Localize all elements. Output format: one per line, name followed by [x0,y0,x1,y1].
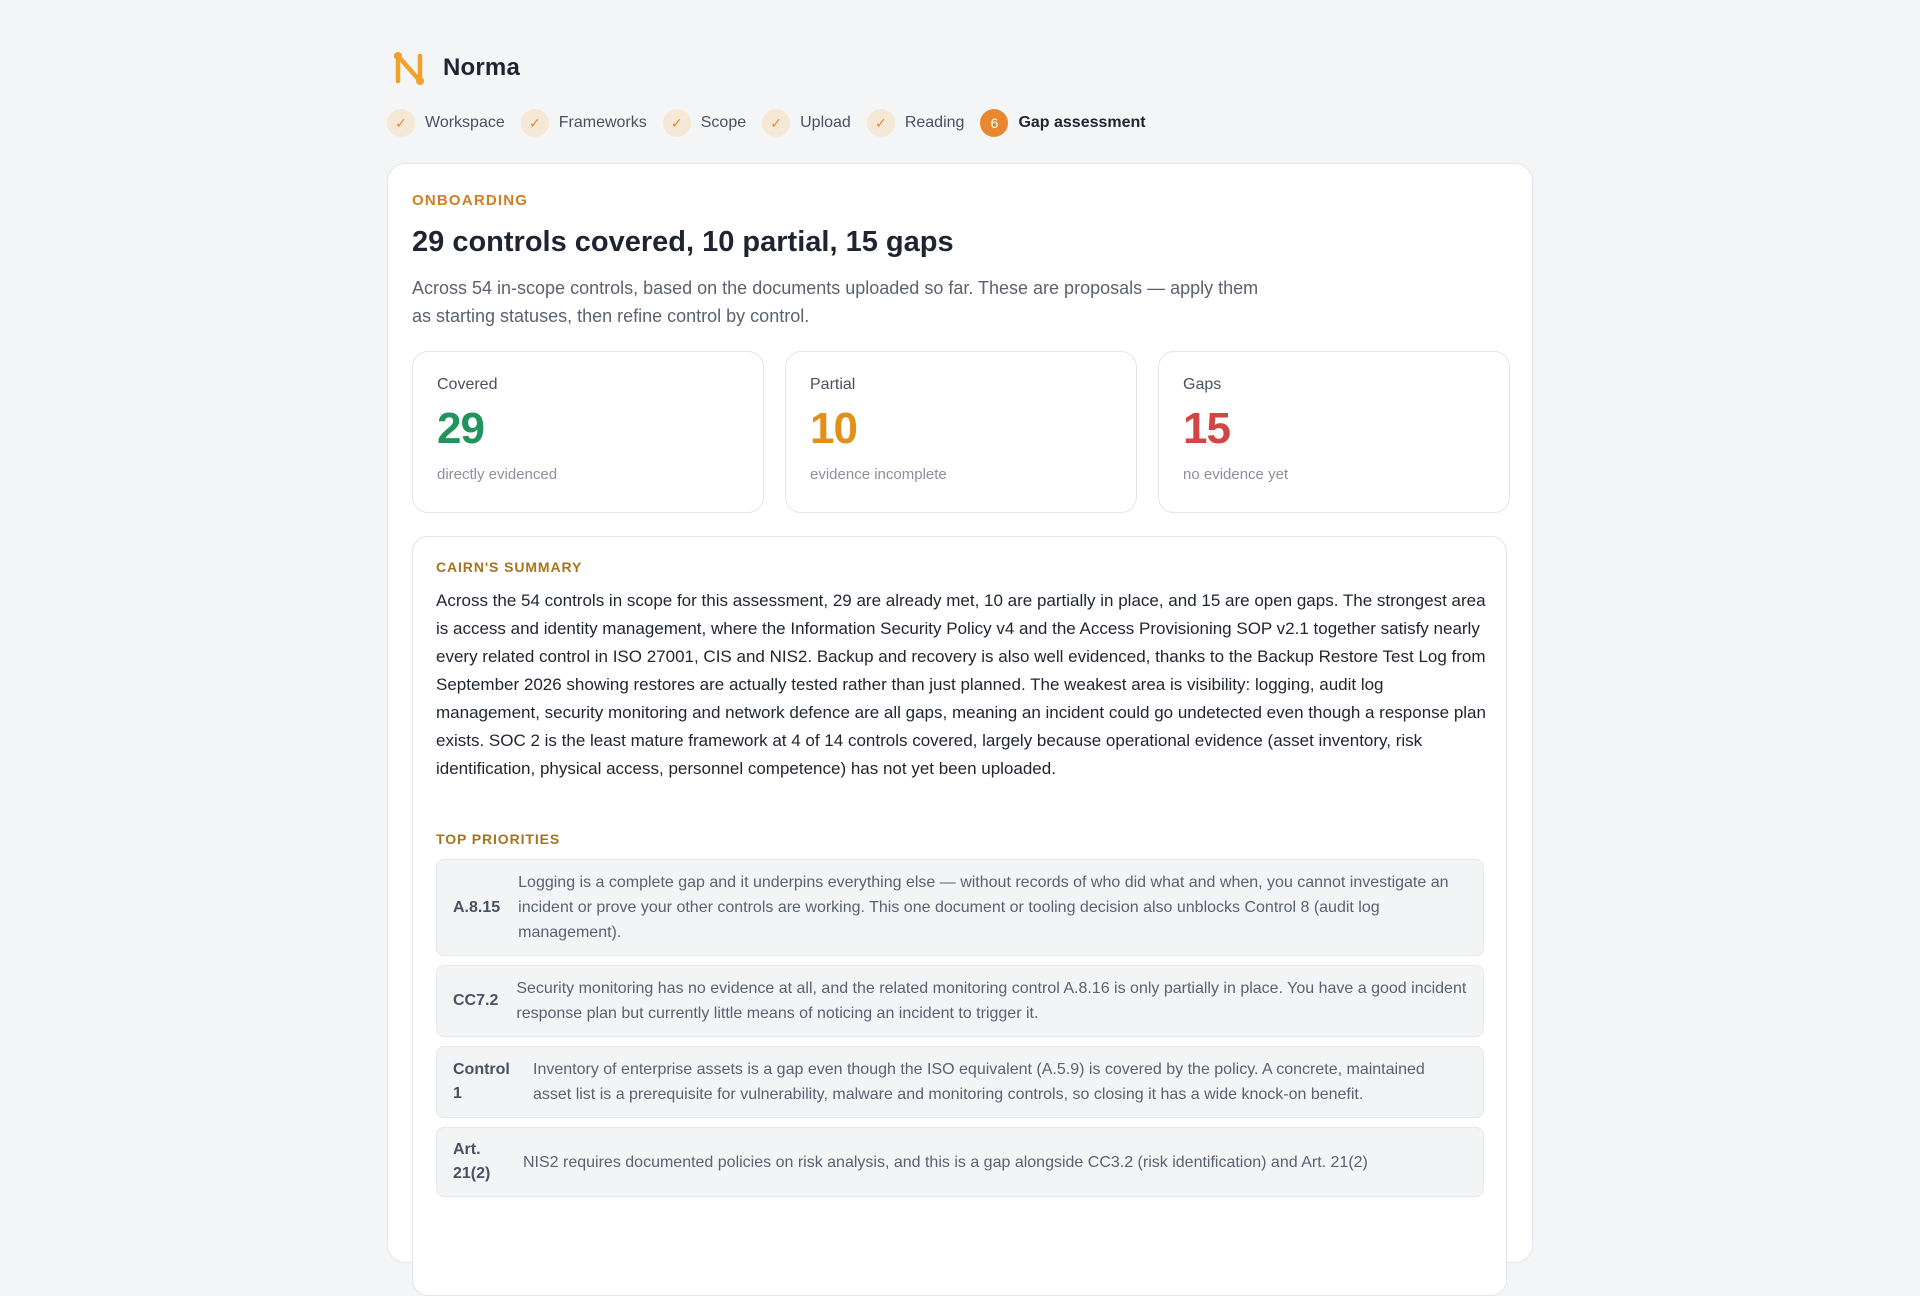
step-label: Reading [904,114,965,131]
priority-text: Inventory of enterprise assets is a gap even though the ISO equivalent (A.5.9) is covered by the policy. A concrete, maintained asset list is a prerequisite for vulnerability, malware and monitoring controls, so closing it has a wide knock-on benefit. [533,1061,1425,1103]
stat-value: 10 [810,404,857,453]
check-icon: ✓ [663,109,691,137]
priority-control-id: CC7.2 [453,992,499,1009]
priority-item[interactable] [436,859,1484,956]
step-frameworks[interactable] [521,109,647,137]
step-label: Workspace [425,114,505,131]
summary-eyebrow: CAIRN'S SUMMARY [436,559,583,575]
priority-control-id: Control 1 [453,1061,510,1102]
page-title: 29 controls covered, 10 partial, 15 gaps [412,226,954,258]
priority-item[interactable] [436,1127,1484,1197]
priority-item[interactable] [436,965,1484,1037]
step-label: Frameworks [558,114,647,131]
stat-covered [412,351,764,513]
norma-logo-icon [391,48,427,88]
priority-text: Logging is a complete gap and it underpins everything else — without records of who did what and when, you cannot investigate an incident or prove your other controls are working. This one document or tooling decision also unblocks Control 8 (audit log management). [518,874,1449,941]
priorities-eyebrow: TOP PRIORITIES [436,831,561,847]
step-scope[interactable] [663,109,746,137]
check-icon: ✓ [521,109,549,137]
stat-note: evidence incomplete [810,466,947,483]
step-upload[interactable] [762,109,851,137]
priority-text: NIS2 requires documented policies on risk analysis, and this is a gap alongside CC3.2 (risk identification) and Art. 21(2) [523,1153,1368,1171]
stat-label: Covered [437,376,498,393]
stat-label: Gaps [1183,376,1222,393]
step-label: Upload [800,114,851,131]
section-eyebrow: ONBOARDING [412,192,529,209]
stat-gaps [1158,351,1510,513]
stat-note: directly evidenced [437,466,558,483]
step-label: Gap assessment [1018,114,1146,131]
cairn-summary-panel [412,536,1507,1296]
priority-text: Security monitoring has no evidence at all, and the related monitoring control A.8.16 is only partially in place. You have a good incident response plan but currently little means of noticing an incident to trigger it. [516,980,1467,1022]
stat-note: no evidence yet [1183,466,1289,483]
step-gap-assessment[interactable] [980,109,1145,137]
check-icon: ✓ [387,109,415,137]
stats-row [412,351,1510,513]
gap-assessment-card [387,163,1533,1263]
priorities-list [436,859,1484,1197]
priority-control-id: Art. 21(2) [453,1141,491,1182]
stat-partial [785,351,1137,513]
stat-value: 15 [1183,404,1230,453]
summary-text: Across the 54 controls in scope for this assessment, 29 are already met, 10 are partially in place, and 15 are open gaps. The strongest area is access and identity management, where the Information Security Policy v4 and the Access Provisioning SOP v2.1 together satisfy nearly every related control in ISO 27001, CIS and NIS2. Backup and recovery is also well evidenced, thanks to the Backup Restore Test Log from September 2026 showing restores are actually tested rather than just planned. The weakest area is visibility: logging, audit log management, security monitoring and network defence are all gaps, meaning an incident could go undetected even though a response plan exists. SOC 2 is the least mature framework at 4 of 14 controls covered, largely because operational evidence (asset inventory, risk identification, physical access, personnel competence) has not yet been uploaded. [436,591,1486,778]
brand [391,48,520,88]
check-icon: ✓ [762,109,790,137]
step-workspace[interactable] [387,109,505,137]
priority-item[interactable] [436,1046,1484,1118]
onboarding-stepper [387,109,1146,137]
priority-control-id: A.8.15 [453,898,501,916]
step-number-badge: 6 [980,109,1008,137]
check-icon: ✓ [867,109,895,137]
stat-label: Partial [810,376,856,393]
step-reading[interactable] [867,109,965,137]
page-subtitle: Across 54 in-scope controls, based on the documents uploaded so far. These are proposals — apply them as starting statuses, then refine control by control. [412,278,1259,326]
app-name: Norma [443,54,521,81]
stat-value: 29 [437,404,484,453]
step-label: Scope [700,114,747,131]
